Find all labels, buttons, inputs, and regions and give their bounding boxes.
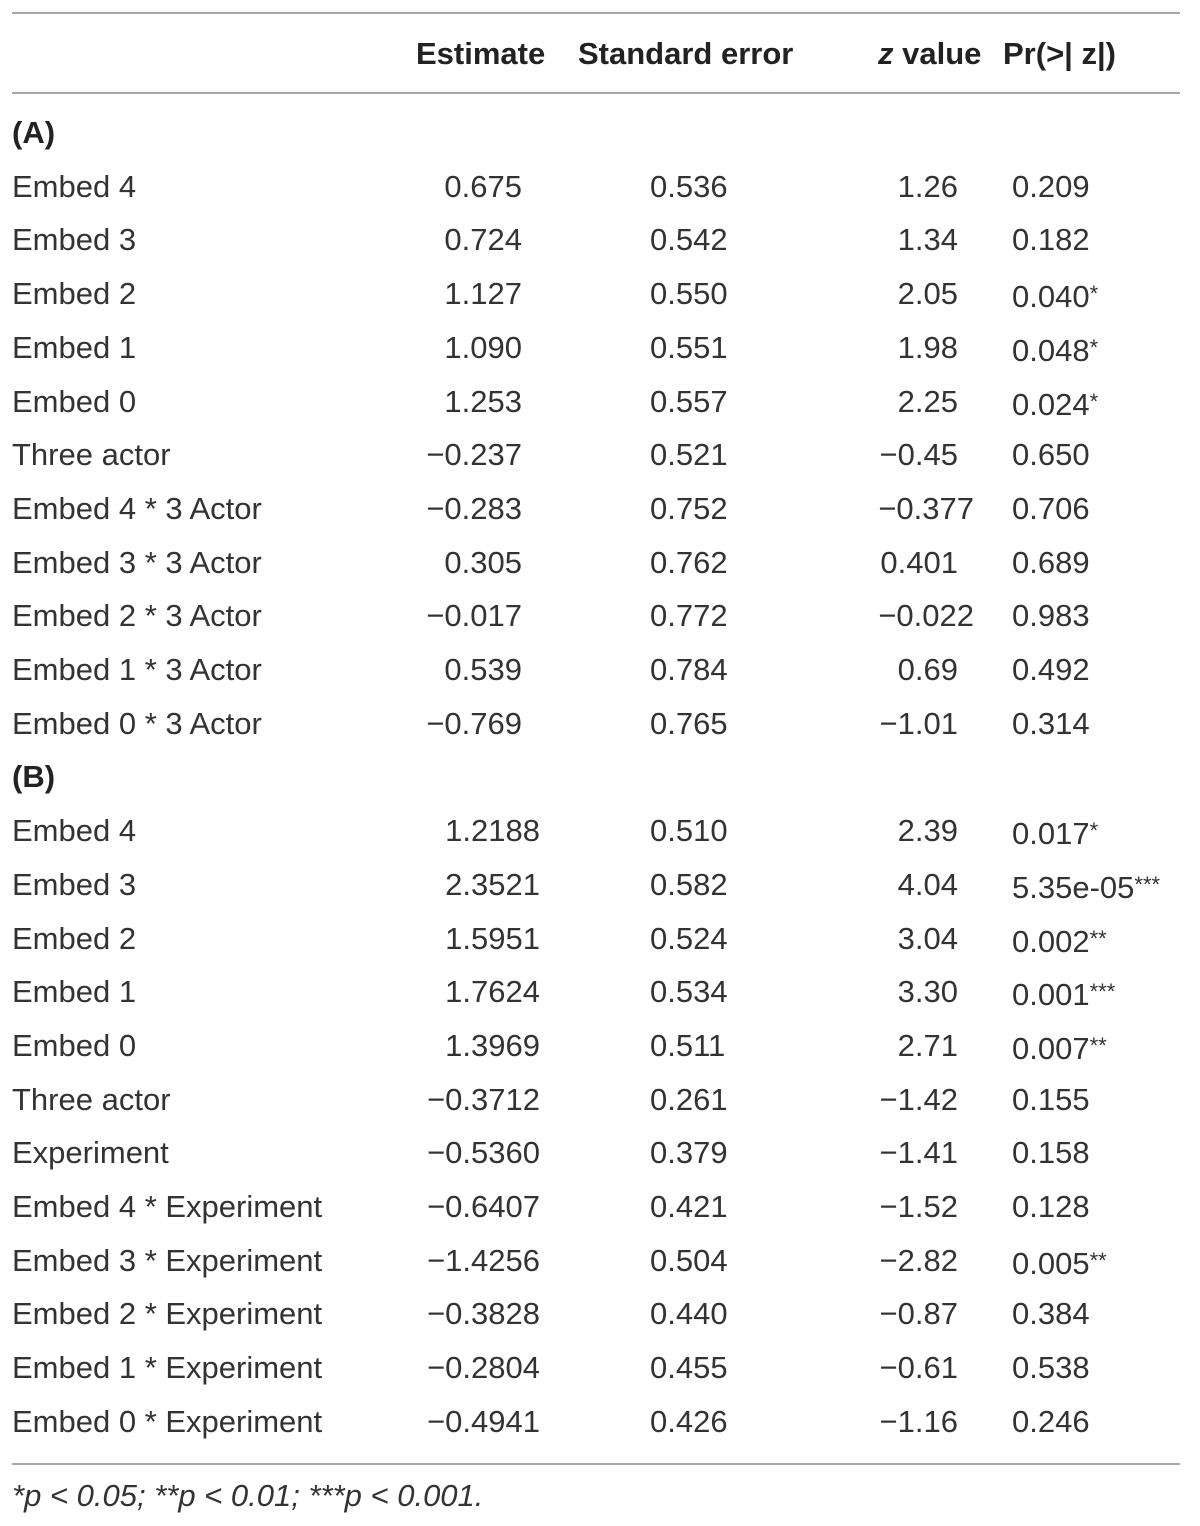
p-value-number: 0.017 xyxy=(1012,816,1090,852)
significance-marker: *** xyxy=(1134,871,1161,897)
p-value-number: 0.209 xyxy=(1012,168,1090,204)
table-row xyxy=(0,589,1200,643)
std-error-cell: 0.521 xyxy=(650,437,728,473)
section-row xyxy=(0,750,1200,804)
table-row xyxy=(0,160,1200,214)
row-label: Embed 1 * 3 Actor xyxy=(12,652,262,687)
p-value-cell xyxy=(1012,589,1090,643)
p-value-number: 0.706 xyxy=(1012,490,1090,526)
p-value-cell xyxy=(1012,375,1098,432)
std-error-cell: 0.455 xyxy=(650,1350,728,1386)
table-row xyxy=(0,804,1200,858)
table-row xyxy=(0,1395,1200,1449)
p-value-cell xyxy=(1012,643,1090,697)
z-value-cell: −1.41 xyxy=(879,1135,958,1171)
z-value-cell: 1.98 xyxy=(897,329,958,365)
z-value-cell: 2.39 xyxy=(897,813,958,849)
row-label: Embed 3 * 3 Actor xyxy=(12,544,262,580)
z-value-cell: −1.16 xyxy=(879,1403,958,1439)
std-error-cell: 0.534 xyxy=(650,974,728,1010)
p-value-number: 0.246 xyxy=(1012,1403,1090,1439)
p-value-number: 0.024 xyxy=(1012,386,1090,422)
z-value-cell: −0.377 xyxy=(878,490,974,526)
row-label: Embed 2 xyxy=(12,920,137,956)
z-value-cell: 4.04 xyxy=(897,866,958,902)
p-value-number: 0.128 xyxy=(1012,1189,1090,1224)
table-row xyxy=(0,1287,1200,1341)
z-value-cell: −0.61 xyxy=(879,1350,958,1386)
estimate-cell: 1.7624 xyxy=(445,974,540,1010)
estimate-cell: 0.539 xyxy=(444,652,522,687)
significance-marker: * xyxy=(1089,281,1099,307)
p-value-number: 0.983 xyxy=(1012,598,1090,634)
estimate-cell: −0.4941 xyxy=(427,1403,540,1439)
row-label: Embed 4 xyxy=(12,168,137,204)
estimate-cell: 1.127 xyxy=(444,276,522,312)
p-value-cell xyxy=(1012,160,1090,214)
row-label: Embed 0 xyxy=(12,1027,137,1063)
header-z-letter: z xyxy=(878,36,894,71)
significance-marker: * xyxy=(1089,818,1099,844)
p-value-number: 0.002 xyxy=(1012,923,1090,959)
p-value-cell xyxy=(1012,1234,1107,1291)
p-value-number: 0.005 xyxy=(1012,1245,1090,1281)
p-value-number: 0.182 xyxy=(1012,222,1090,258)
p-value-cell xyxy=(1012,1341,1090,1395)
table-row xyxy=(0,1073,1200,1127)
std-error-cell: 0.379 xyxy=(650,1135,728,1171)
std-error-cell: 0.784 xyxy=(650,652,728,687)
estimate-cell: −0.5360 xyxy=(427,1135,540,1171)
p-value-cell xyxy=(1012,482,1090,536)
estimate-cell: −0.3828 xyxy=(427,1296,540,1332)
table-bottom-rule xyxy=(12,1463,1180,1465)
table-row xyxy=(0,1341,1200,1395)
estimate-cell: −0.283 xyxy=(426,490,522,526)
row-label: Experiment xyxy=(12,1135,169,1171)
row-label: Embed 4 * 3 Actor xyxy=(12,490,262,526)
significance-marker: * xyxy=(1089,388,1099,414)
estimate-cell: −0.2804 xyxy=(427,1350,540,1386)
p-value-cell xyxy=(1012,858,1160,915)
p-value-number: 0.040 xyxy=(1012,279,1090,315)
header-p-value: Pr(>| z|) xyxy=(1003,36,1116,71)
header-estimate: Estimate xyxy=(416,36,546,71)
significance-marker: * xyxy=(1089,334,1099,360)
table-row xyxy=(0,858,1200,912)
row-label: Embed 0 xyxy=(12,383,137,419)
row-label: Embed 2 * 3 Actor xyxy=(12,598,262,634)
table-row xyxy=(0,1180,1200,1234)
table-header xyxy=(0,30,1200,78)
std-error-cell: 0.440 xyxy=(650,1296,728,1332)
estimate-cell: −0.6407 xyxy=(427,1189,540,1224)
table-row xyxy=(0,536,1200,590)
header-standard-error: Standard error xyxy=(578,36,794,71)
std-error-cell: 0.261 xyxy=(650,1081,728,1117)
std-error-cell: 0.426 xyxy=(650,1403,728,1439)
table-top-rule xyxy=(12,12,1180,14)
p-value-number: 0.538 xyxy=(1012,1350,1090,1386)
table-header-rule xyxy=(12,92,1180,94)
std-error-cell: 0.772 xyxy=(650,598,728,634)
row-label: Embed 4 xyxy=(12,813,137,849)
estimate-cell: 0.305 xyxy=(444,544,522,580)
p-value-cell xyxy=(1012,1073,1090,1127)
std-error-cell: 0.421 xyxy=(650,1189,728,1224)
p-value-cell xyxy=(1012,912,1107,969)
std-error-cell: 0.510 xyxy=(650,813,728,849)
table-row xyxy=(0,375,1200,429)
p-value-number: 0.155 xyxy=(1012,1081,1090,1117)
table-row xyxy=(0,643,1200,697)
z-value-cell: −0.022 xyxy=(878,598,974,634)
row-label: Embed 0 * 3 Actor xyxy=(12,705,262,741)
estimate-cell: −0.3712 xyxy=(427,1081,540,1117)
row-label: Embed 2 * Experiment xyxy=(12,1296,323,1332)
section-label: (A) xyxy=(12,115,56,150)
std-error-cell: 0.504 xyxy=(650,1242,728,1278)
std-error-cell: 0.557 xyxy=(650,383,728,419)
std-error-cell: 0.536 xyxy=(650,168,728,204)
estimate-cell: 1.2188 xyxy=(445,813,540,849)
p-value-cell xyxy=(1012,965,1115,1022)
z-value-cell: 1.26 xyxy=(897,168,958,204)
row-label: Three actor xyxy=(12,437,171,473)
p-value-number: 0.048 xyxy=(1012,332,1090,368)
table-row xyxy=(0,697,1200,751)
estimate-cell: 1.5951 xyxy=(445,920,540,956)
p-value-cell xyxy=(1012,1126,1090,1180)
p-value-number: 0.650 xyxy=(1012,437,1090,473)
std-error-cell: 0.752 xyxy=(650,490,728,526)
estimate-cell: 0.724 xyxy=(444,222,522,258)
header-z-word: value xyxy=(893,36,982,71)
table-row xyxy=(0,1019,1200,1073)
row-label: Three actor xyxy=(12,1081,171,1117)
row-label: Embed 2 xyxy=(12,276,137,312)
z-value-cell: 3.30 xyxy=(897,974,958,1010)
section-label: (B) xyxy=(12,759,56,795)
row-label: Embed 1 xyxy=(12,329,137,365)
std-error-cell: 0.524 xyxy=(650,920,728,956)
z-value-cell: 1.34 xyxy=(897,222,958,258)
p-value-number: 0.158 xyxy=(1012,1135,1090,1171)
std-error-cell: 0.550 xyxy=(650,276,728,312)
z-value-cell: −0.45 xyxy=(879,437,958,473)
p-value-number: 0.001 xyxy=(1012,977,1090,1013)
header-z-value xyxy=(878,30,981,78)
row-label: Embed 4 * Experiment xyxy=(12,1189,323,1224)
significance-marker: ** xyxy=(1089,1247,1107,1273)
estimate-cell: −0.017 xyxy=(426,598,522,634)
p-value-cell xyxy=(1012,804,1098,861)
row-label: Embed 0 * Experiment xyxy=(12,1403,323,1439)
z-value-cell: 2.71 xyxy=(897,1027,958,1063)
p-value-cell xyxy=(1012,1395,1090,1449)
z-value-cell: −2.82 xyxy=(879,1242,958,1278)
p-value-number: 0.689 xyxy=(1012,544,1090,580)
significance-marker: ** xyxy=(1089,1032,1107,1058)
row-label: Embed 1 xyxy=(12,974,137,1010)
std-error-cell: 0.765 xyxy=(650,705,728,741)
estimate-cell: −0.769 xyxy=(426,705,522,741)
estimate-cell: −1.4256 xyxy=(427,1242,540,1278)
p-value-cell xyxy=(1012,321,1098,378)
table-row xyxy=(0,321,1200,375)
p-value-cell xyxy=(1012,1287,1090,1341)
z-value-cell: −1.52 xyxy=(879,1189,958,1224)
significance-marker: *** xyxy=(1089,979,1116,1005)
p-value-cell xyxy=(1012,536,1090,590)
z-value-cell: 3.04 xyxy=(897,920,958,956)
p-value-cell xyxy=(1012,1019,1107,1076)
p-value-number: 0.314 xyxy=(1012,705,1090,741)
significance-footnote: *p < 0.05; **p < 0.01; ***p < 0.001. xyxy=(12,1478,484,1513)
p-value-cell xyxy=(1012,267,1098,324)
std-error-cell: 0.542 xyxy=(650,222,728,258)
estimate-cell: −0.237 xyxy=(426,437,522,473)
section-row xyxy=(0,106,1200,160)
p-value-number: 5.35e-05 xyxy=(1012,869,1135,905)
row-label: Embed 3 xyxy=(12,222,137,258)
estimate-cell: 1.090 xyxy=(444,329,522,365)
estimate-cell: 1.3969 xyxy=(445,1027,540,1063)
z-value-cell: 2.05 xyxy=(897,276,958,312)
table-row xyxy=(0,482,1200,536)
p-value-number: 0.007 xyxy=(1012,1030,1090,1066)
table-row xyxy=(0,912,1200,966)
std-error-cell: 0.551 xyxy=(650,329,728,365)
p-value-cell xyxy=(1012,428,1090,482)
estimate-cell: 1.253 xyxy=(444,383,522,419)
p-value-cell xyxy=(1012,1180,1090,1234)
table-row xyxy=(0,1126,1200,1180)
p-value-cell xyxy=(1012,213,1090,267)
estimate-cell: 0.675 xyxy=(444,168,522,204)
z-value-cell: −0.87 xyxy=(879,1296,958,1332)
z-value-cell: 0.69 xyxy=(897,652,958,687)
std-error-cell: 0.582 xyxy=(650,866,728,902)
z-value-cell: −1.42 xyxy=(879,1081,958,1117)
table-row xyxy=(0,965,1200,1019)
z-value-cell: −1.01 xyxy=(879,705,958,741)
z-value-cell: 2.25 xyxy=(897,383,958,419)
row-label: Embed 3 * Experiment xyxy=(12,1242,323,1278)
table-row xyxy=(0,428,1200,482)
row-label: Embed 1 * Experiment xyxy=(12,1350,323,1386)
significance-marker: ** xyxy=(1089,925,1107,951)
p-value-cell xyxy=(1012,697,1090,751)
table-row xyxy=(0,213,1200,267)
estimate-cell: 2.3521 xyxy=(445,866,540,902)
table-row xyxy=(0,267,1200,321)
p-value-number: 0.384 xyxy=(1012,1296,1090,1332)
table-row xyxy=(0,1234,1200,1288)
p-value-number: 0.492 xyxy=(1012,652,1090,687)
std-error-cell: 0.762 xyxy=(650,544,728,580)
z-value-cell: 0.401 xyxy=(880,544,958,580)
row-label: Embed 3 xyxy=(12,866,137,902)
std-error-cell: 0.511 xyxy=(650,1027,726,1063)
